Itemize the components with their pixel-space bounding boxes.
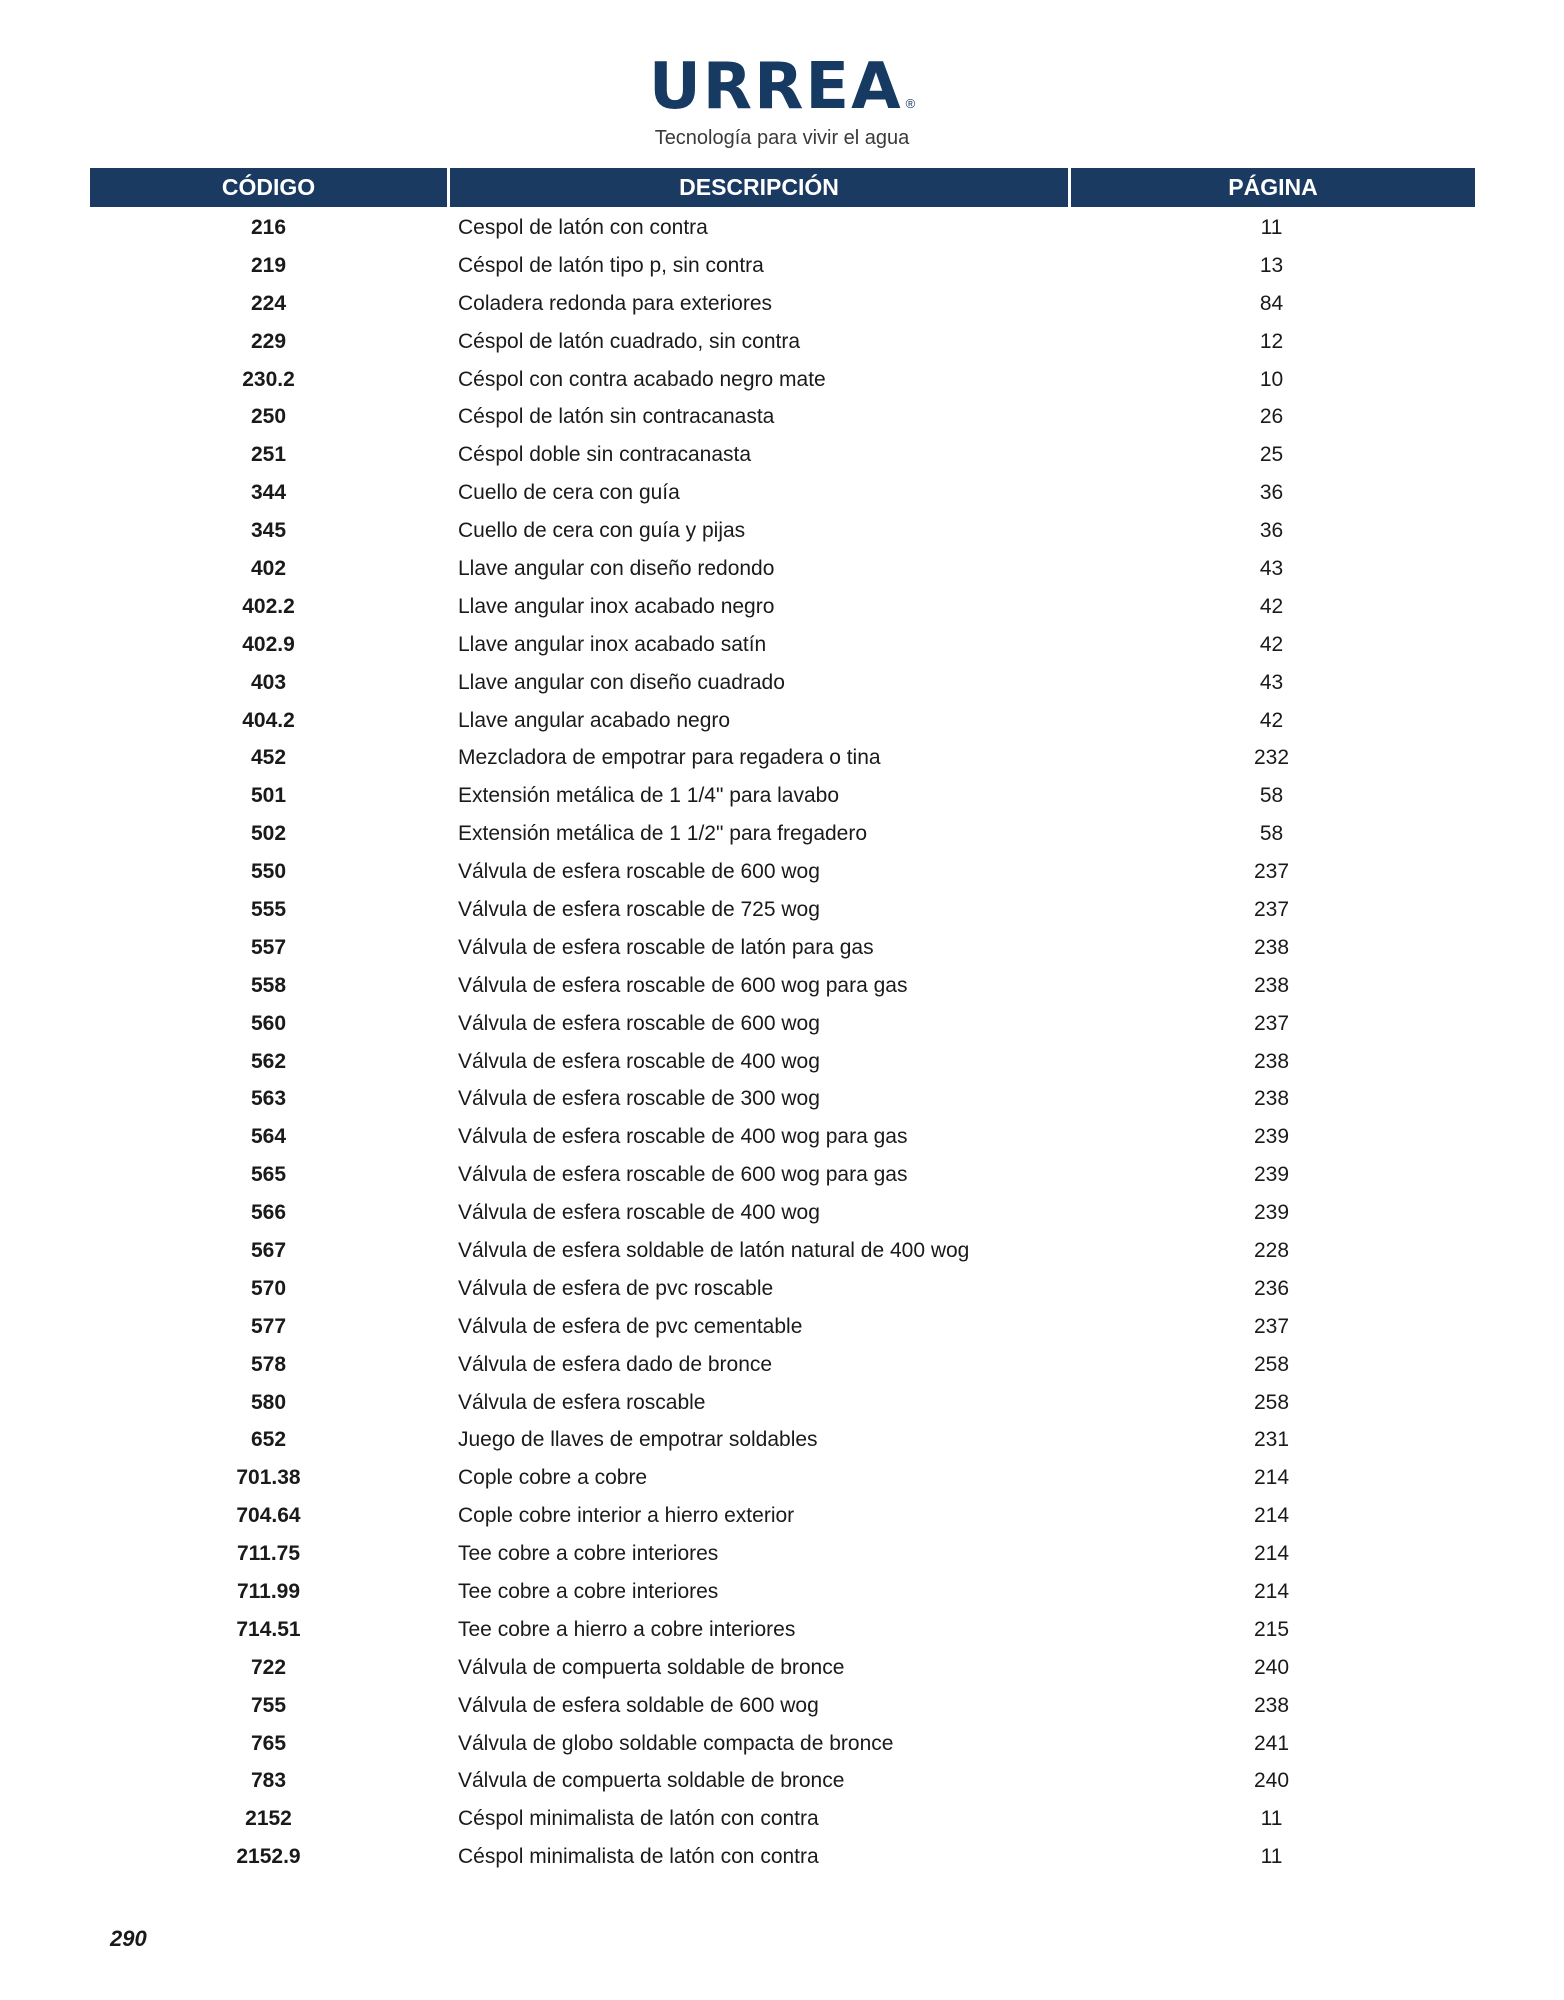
cell-pagina: 36 — [1259, 481, 1284, 505]
cell-pagina: 232 — [1253, 746, 1290, 770]
table-row — [90, 1649, 1475, 1687]
cell-pagina: 239 — [1253, 1201, 1290, 1225]
cell-descripcion: Válvula de esfera roscable de 400 wog — [458, 1201, 820, 1225]
cell-pagina: 214 — [1253, 1580, 1290, 1603]
table-row — [90, 1573, 1475, 1611]
table-row — [90, 1043, 1475, 1081]
cell-descripcion: Céspol minimalista de latón con contra — [458, 1807, 819, 1831]
table-body — [90, 209, 1475, 1876]
cell-pagina: 13 — [1259, 253, 1284, 277]
cell-pagina: 231 — [1253, 1428, 1290, 1452]
table-row — [90, 436, 1475, 474]
header-codigo: CÓDIGO — [90, 168, 447, 207]
cell-codigo: 230.2 — [242, 367, 295, 391]
cell-codigo: 570 — [250, 1276, 287, 1300]
cell-codigo: 403 — [250, 670, 287, 694]
cell-descripcion: Cuello de cera con guía y pijas — [458, 519, 746, 543]
cell-descripcion: Válvula de compuerta soldable de bronce — [458, 1655, 845, 1679]
cell-codigo: 755 — [250, 1693, 287, 1717]
cell-pagina: 26 — [1259, 405, 1284, 429]
cell-codigo: 565 — [250, 1163, 287, 1187]
cell-descripcion: Válvula de compuerta soldable de bronce — [458, 1769, 845, 1793]
cell-descripcion: Válvula de globo soldable compacta de bronce — [458, 1731, 894, 1755]
cell-codigo: 2152.9 — [236, 1845, 301, 1869]
cell-pagina: 11 — [1260, 215, 1283, 239]
cell-codigo: 562 — [250, 1049, 287, 1073]
cell-pagina: 236 — [1253, 1276, 1290, 1300]
cell-pagina: 214 — [1253, 1504, 1290, 1528]
cell-pagina: 42 — [1259, 594, 1284, 618]
cell-codigo: 224 — [250, 291, 287, 315]
table-row — [90, 626, 1475, 664]
cell-pagina: 10 — [1259, 367, 1284, 391]
table-row — [90, 1194, 1475, 1232]
table-row — [90, 1763, 1475, 1801]
table-row — [90, 1346, 1475, 1384]
cell-pagina: 237 — [1253, 860, 1290, 884]
cell-descripcion: Válvula de esfera roscable — [458, 1390, 706, 1414]
cell-codigo: 550 — [250, 860, 287, 884]
cell-descripcion: Tee cobre a hierro a cobre interiores — [458, 1617, 796, 1641]
cell-pagina: 214 — [1253, 1466, 1290, 1490]
table-row — [90, 1156, 1475, 1194]
table-row — [90, 929, 1475, 967]
cell-pagina: 239 — [1253, 1163, 1290, 1187]
cell-descripcion: Válvula de esfera roscable de 600 wog — [458, 1011, 820, 1035]
cell-codigo: 402.2 — [242, 594, 295, 618]
cell-pagina: 42 — [1259, 632, 1284, 656]
cell-codigo: 2152 — [245, 1807, 292, 1831]
cell-codigo: 557 — [250, 935, 287, 959]
header-pagina: PÁGINA — [1071, 168, 1475, 207]
cell-descripcion: Válvula de esfera soldable de latón natural de 400 wog — [458, 1238, 970, 1262]
cell-codigo: 701.38 — [236, 1466, 301, 1490]
cell-descripcion: Válvula de esfera soldable de 600 wog — [458, 1693, 819, 1717]
cell-pagina: 238 — [1253, 973, 1290, 997]
table-row — [90, 1308, 1475, 1346]
table-row — [90, 664, 1475, 702]
table-row — [90, 1800, 1475, 1838]
cell-codigo: 765 — [250, 1731, 287, 1755]
cell-descripcion: Válvula de esfera roscable de 600 wog — [458, 860, 820, 884]
cell-descripcion: Cople cobre interior a hierro exterior — [458, 1504, 795, 1528]
cell-pagina: 36 — [1259, 519, 1284, 543]
cell-codigo: 558 — [250, 973, 287, 997]
cell-descripcion: Tee cobre a cobre interiores — [458, 1580, 719, 1603]
cell-descripcion: Válvula de esfera de pvc roscable — [458, 1276, 774, 1300]
cell-descripcion: Válvula de esfera roscable de 725 wog — [458, 897, 820, 921]
table-row — [90, 1422, 1475, 1460]
cell-pagina: 42 — [1259, 708, 1284, 732]
cell-pagina: 241 — [1253, 1731, 1290, 1755]
table-row — [90, 588, 1475, 626]
cell-descripcion: Céspol minimalista de latón con contra — [458, 1845, 819, 1869]
cell-pagina: 58 — [1259, 822, 1284, 846]
cell-pagina: 43 — [1259, 670, 1284, 694]
cell-codigo: 251 — [250, 443, 287, 467]
table-row — [90, 512, 1475, 550]
cell-pagina: 258 — [1253, 1352, 1290, 1376]
cell-pagina: 240 — [1253, 1655, 1290, 1679]
table-row — [90, 209, 1475, 247]
table-row — [90, 247, 1475, 285]
table-row — [90, 1270, 1475, 1308]
table-row — [90, 1459, 1475, 1497]
cell-pagina: 12 — [1259, 329, 1284, 353]
table-row — [90, 853, 1475, 891]
cell-descripcion: Coladera redonda para exteriores — [458, 291, 773, 315]
cell-descripcion: Mezcladora de empotrar para regadera o tina — [458, 746, 881, 770]
cell-descripcion: Llave angular inox acabado satín — [458, 632, 767, 656]
logo-wordmark-row — [648, 50, 916, 124]
table-row — [90, 1611, 1475, 1649]
table-row — [90, 1005, 1475, 1043]
table-row — [90, 361, 1475, 399]
cell-codigo: 563 — [250, 1087, 287, 1111]
table-row — [90, 1118, 1475, 1156]
cell-codigo: 216 — [250, 215, 287, 239]
cell-descripcion: Juego de llaves de empotrar soldables — [458, 1428, 818, 1452]
table-row — [90, 1232, 1475, 1270]
registered-mark: ® — [905, 96, 916, 111]
cell-pagina: 237 — [1253, 1011, 1290, 1035]
cell-descripcion: Llave angular acabado negro — [458, 708, 731, 732]
table-row — [90, 702, 1475, 740]
cell-pagina: 238 — [1253, 935, 1290, 959]
cell-codigo: 402.9 — [242, 632, 295, 656]
table-row — [90, 891, 1475, 929]
table-row — [90, 739, 1475, 777]
cell-codigo: 229 — [250, 329, 287, 353]
cell-descripcion: Cuello de cera con guía — [458, 481, 680, 505]
table-row — [90, 815, 1475, 853]
cell-descripcion: Céspol de latón cuadrado, sin contra — [458, 329, 801, 353]
table-row — [90, 1687, 1475, 1725]
logo-wordmark: URREA — [648, 50, 903, 124]
table-row — [90, 1535, 1475, 1573]
cell-pagina: 11 — [1260, 1807, 1283, 1831]
cell-pagina: 238 — [1253, 1693, 1290, 1717]
cell-pagina: 214 — [1253, 1542, 1290, 1566]
cell-descripcion: Válvula de esfera roscable de latón para gas — [458, 935, 874, 959]
cell-descripcion: Llave angular con diseño cuadrado — [458, 670, 785, 694]
cell-codigo: 580 — [250, 1390, 287, 1414]
cell-codigo: 711.75 — [236, 1542, 301, 1566]
cell-descripcion: Céspol de latón sin contracanasta — [458, 405, 775, 429]
cell-codigo: 652 — [250, 1428, 287, 1452]
header-descripcion: DESCRIPCIÓN — [450, 168, 1068, 207]
cell-codigo: 344 — [250, 481, 287, 505]
cell-pagina: 239 — [1253, 1125, 1290, 1149]
cell-pagina: 237 — [1253, 897, 1290, 921]
cell-pagina: 58 — [1259, 784, 1284, 808]
cell-codigo: 577 — [250, 1314, 287, 1338]
table-row — [90, 1384, 1475, 1422]
urrea-logo — [612, 50, 952, 150]
cell-descripcion: Válvula de esfera de pvc cementable — [458, 1314, 803, 1338]
cell-codigo: 502 — [250, 822, 287, 846]
table-row — [90, 1725, 1475, 1763]
cell-pagina: 43 — [1259, 556, 1284, 580]
cell-descripcion: Céspol de latón tipo p, sin contra — [458, 253, 764, 277]
cell-codigo: 783 — [250, 1769, 287, 1793]
cell-descripcion: Válvula de esfera roscable de 600 wog para gas — [458, 973, 908, 997]
cell-codigo: 564 — [250, 1125, 287, 1149]
cell-codigo: 722 — [250, 1655, 287, 1679]
cell-codigo: 501 — [250, 784, 287, 808]
table-row — [90, 323, 1475, 361]
cell-pagina: 240 — [1253, 1769, 1290, 1793]
cell-descripcion: Cespol de latón con contra — [458, 215, 708, 239]
cell-pagina: 11 — [1260, 1845, 1283, 1869]
cell-pagina: 238 — [1253, 1087, 1290, 1111]
cell-codigo: 402 — [250, 556, 287, 580]
table-row — [90, 1080, 1475, 1118]
cell-descripcion: Céspol doble sin contracanasta — [458, 443, 752, 467]
table-row — [90, 398, 1475, 436]
cell-codigo: 404.2 — [242, 708, 295, 732]
cell-descripcion: Cople cobre a cobre — [458, 1466, 648, 1490]
cell-codigo: 345 — [250, 519, 287, 543]
cell-codigo: 567 — [250, 1238, 287, 1262]
cell-descripcion: Llave angular inox acabado negro — [458, 594, 775, 618]
cell-codigo: 578 — [250, 1352, 287, 1376]
table-header — [90, 168, 1475, 207]
cell-descripcion: Válvula de esfera roscable de 400 wog — [458, 1049, 820, 1073]
cell-pagina: 238 — [1253, 1049, 1290, 1073]
logo-tagline: Tecnología para vivir el agua — [654, 127, 910, 149]
cell-codigo: 566 — [250, 1201, 287, 1225]
cell-descripcion: Céspol con contra acabado negro mate — [458, 367, 826, 391]
cell-pagina: 215 — [1253, 1617, 1290, 1641]
cell-codigo: 555 — [250, 897, 287, 921]
cell-descripcion: Válvula de esfera roscable de 300 wog — [458, 1087, 820, 1111]
cell-descripcion: Llave angular con diseño redondo — [458, 556, 775, 580]
cell-pagina: 25 — [1259, 443, 1284, 467]
cell-codigo: 250 — [250, 405, 287, 429]
cell-pagina: 84 — [1259, 291, 1284, 315]
table-row — [90, 967, 1475, 1005]
cell-descripcion: Extensión metálica de 1 1/2" para fregadero — [458, 822, 868, 846]
table-row — [90, 777, 1475, 815]
cell-pagina: 237 — [1253, 1314, 1290, 1338]
table-row — [90, 474, 1475, 512]
page-number: 290 — [110, 1926, 147, 1951]
cell-descripcion: Válvula de esfera roscable de 400 wog para gas — [458, 1125, 908, 1149]
table-row — [90, 285, 1475, 323]
table-row — [90, 1838, 1475, 1876]
cell-pagina: 228 — [1253, 1238, 1290, 1262]
cell-codigo: 452 — [250, 746, 287, 770]
cell-codigo: 560 — [250, 1011, 287, 1035]
cell-codigo: 704.64 — [236, 1504, 301, 1528]
table-row — [90, 1497, 1475, 1535]
cell-codigo: 711.99 — [236, 1580, 301, 1603]
cell-codigo: 714.51 — [236, 1617, 301, 1641]
cell-pagina: 258 — [1253, 1390, 1290, 1414]
cell-descripcion: Tee cobre a cobre interiores — [458, 1542, 719, 1566]
cell-descripcion: Válvula de esfera roscable de 600 wog para gas — [458, 1163, 908, 1187]
cell-codigo: 219 — [250, 253, 287, 277]
cell-descripcion: Válvula de esfera dado de bronce — [458, 1352, 773, 1376]
cell-descripcion: Extensión metálica de 1 1/4" para lavabo — [458, 784, 840, 808]
table-row — [90, 550, 1475, 588]
